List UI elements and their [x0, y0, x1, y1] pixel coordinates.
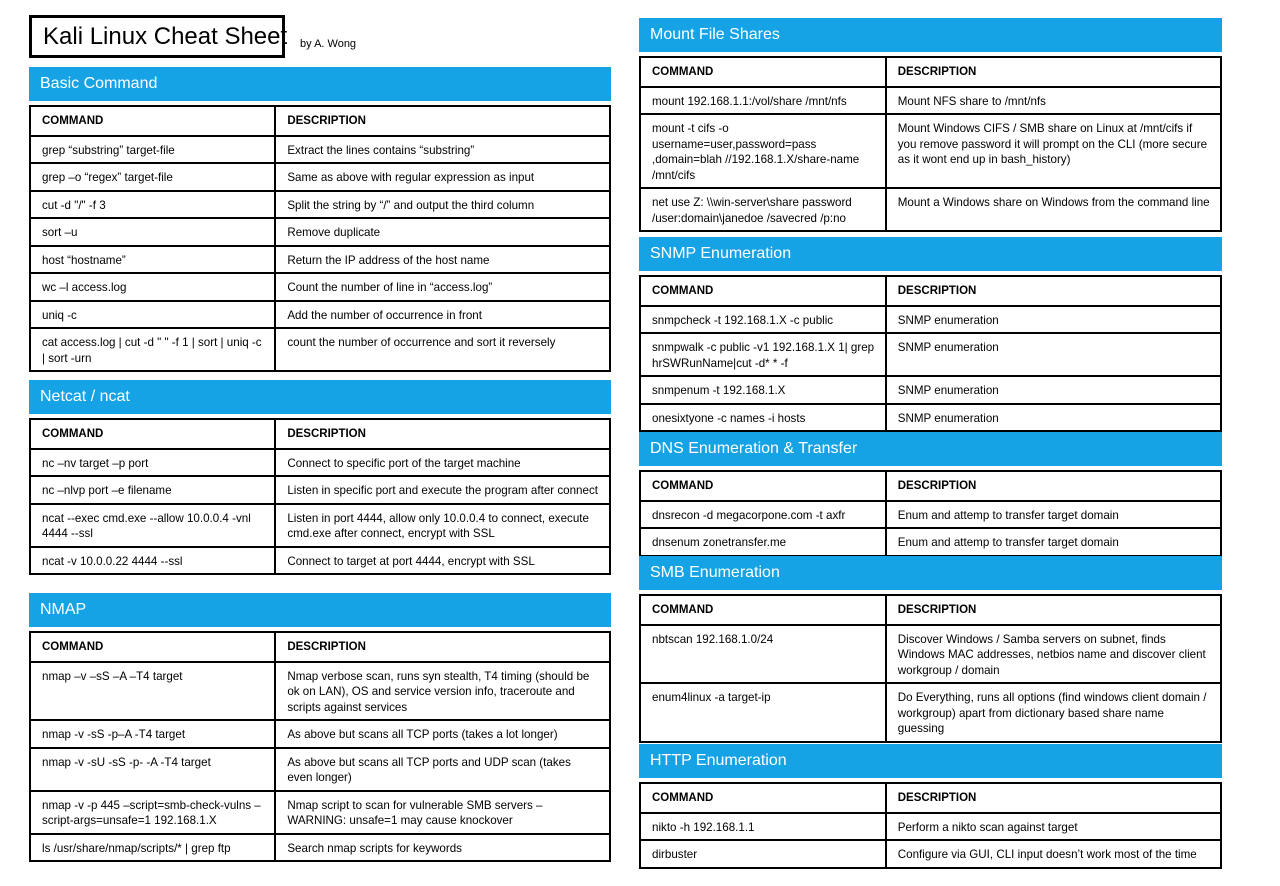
- command-table: [639, 56, 1222, 232]
- table-row: [640, 376, 1221, 404]
- column-header-description: DESCRIPTION: [886, 276, 1221, 306]
- command-cell: mount 192.168.1.1:/vol/share /mnt/nfs: [640, 87, 886, 115]
- table-header-row: [640, 471, 1221, 501]
- description-cell: Discover Windows / Samba servers on subnet, finds Windows MAC addresses, netbios name and discover client workgroup / domain: [886, 625, 1221, 684]
- description-cell: SNMP enumeration: [886, 306, 1221, 334]
- page-title: Kali Linux Cheat Sheet: [29, 15, 285, 58]
- table-row: [640, 683, 1221, 742]
- command-cell: uniq -c: [30, 301, 275, 329]
- section-header: NMAP: [29, 593, 611, 627]
- command-table: [29, 105, 611, 372]
- section-smb-enumeration: [639, 556, 1222, 743]
- table-row: [640, 528, 1221, 556]
- description-cell: Mount NFS share to /mnt/nfs: [886, 87, 1221, 115]
- author-byline: by A. Wong: [300, 38, 357, 50]
- table-row: [640, 188, 1221, 231]
- table-row: [30, 791, 610, 834]
- command-table: [639, 470, 1222, 557]
- command-cell: host “hostname”: [30, 246, 275, 274]
- section-header: Netcat / ncat: [29, 380, 611, 414]
- table-row: [640, 501, 1221, 529]
- table-row: [640, 813, 1221, 841]
- table-row: [30, 720, 610, 748]
- command-cell: enum4linux -a target-ip: [640, 683, 886, 742]
- description-cell: Connect to specific port of the target machine: [275, 449, 610, 477]
- description-cell: SNMP enumeration: [886, 376, 1221, 404]
- table-header-row: [640, 57, 1221, 87]
- description-cell: Mount a Windows share on Windows from the command line: [886, 188, 1221, 231]
- column-header-command: COMMAND: [30, 419, 275, 449]
- description-cell: Nmap script to scan for vulnerable SMB servers – WARNING: unsafe=1 may cause knockover: [275, 791, 610, 834]
- command-table: [29, 418, 611, 575]
- description-cell: Add the number of occurrence in front: [275, 301, 610, 329]
- description-cell: As above but scans all TCP ports and UDP scan (takes even longer): [275, 748, 610, 791]
- table-row: [30, 476, 610, 504]
- description-cell: Connect to target at port 4444, encrypt with SSL: [275, 547, 610, 575]
- column-header-command: COMMAND: [640, 471, 886, 501]
- command-cell: nmap -v -p 445 –script=smb-check-vulns –script-args=unsafe=1 192.168.1.X: [30, 791, 275, 834]
- description-cell: Configure via GUI, CLI input doesn’t work most of the time: [886, 840, 1221, 868]
- column-header-description: DESCRIPTION: [886, 471, 1221, 501]
- table-row: [30, 504, 610, 547]
- description-cell: Listen in port 4444, allow only 10.0.0.4 to connect, execute cmd.exe after connect, encrypt with SSL: [275, 504, 610, 547]
- command-cell: snmpenum -t 192.168.1.X: [640, 376, 886, 404]
- column-header-description: DESCRIPTION: [275, 106, 610, 136]
- command-cell: snmpcheck -t 192.168.1.X -c public: [640, 306, 886, 334]
- table-row: [30, 301, 610, 329]
- section-header: Mount File Shares: [639, 18, 1222, 52]
- section-header: HTTP Enumeration: [639, 744, 1222, 778]
- section-header: Basic Command: [29, 67, 611, 101]
- column-header-command: COMMAND: [30, 632, 275, 662]
- command-cell: nmap -v -sU -sS -p- -A -T4 target: [30, 748, 275, 791]
- table-row: [640, 404, 1221, 432]
- description-cell: Remove duplicate: [275, 218, 610, 246]
- command-table: [639, 782, 1222, 869]
- command-cell: nbtscan 192.168.1.0/24: [640, 625, 886, 684]
- section-netcat: [29, 380, 611, 575]
- table-row: [640, 114, 1221, 188]
- table-row: [30, 246, 610, 274]
- description-cell: Nmap verbose scan, runs syn stealth, T4 timing (should be ok on LAN), OS and service version info, traceroute and scripts against services: [275, 662, 610, 721]
- column-header-command: COMMAND: [640, 595, 886, 625]
- command-cell: snmpwalk -c public -v1 192.168.1.X 1| grep hrSWRunName|cut -d* * -f: [640, 333, 886, 376]
- table-row: [30, 191, 610, 219]
- section-dns-enumeration: [639, 432, 1222, 557]
- command-cell: dirbuster: [640, 840, 886, 868]
- column-header-description: DESCRIPTION: [886, 783, 1221, 813]
- command-cell: ncat --exec cmd.exe --allow 10.0.0.4 -vnl 4444 --ssl: [30, 504, 275, 547]
- description-cell: Return the IP address of the host name: [275, 246, 610, 274]
- description-cell: Do Everything, runs all options (find windows client domain / workgroup) apart from dictionary based share name guessing: [886, 683, 1221, 742]
- section-nmap: [29, 593, 611, 862]
- description-cell: SNMP enumeration: [886, 333, 1221, 376]
- table-row: [30, 449, 610, 477]
- column-header-command: COMMAND: [640, 276, 886, 306]
- table-row: [30, 218, 610, 246]
- table-row: [30, 662, 610, 721]
- command-cell: nmap -v -sS -p–A -T4 target: [30, 720, 275, 748]
- command-cell: dnsrecon -d megacorpone.com -t axfr: [640, 501, 886, 529]
- column-header-command: COMMAND: [30, 106, 275, 136]
- command-cell: ls /usr/share/nmap/scripts/* | grep ftp: [30, 834, 275, 862]
- description-cell: Extract the lines contains “substring”: [275, 136, 610, 164]
- description-cell: Search nmap scripts for keywords: [275, 834, 610, 862]
- description-cell: Enum and attemp to transfer target domain: [886, 528, 1221, 556]
- table-header-row: [30, 106, 610, 136]
- command-cell: nc –nv target –p port: [30, 449, 275, 477]
- command-cell: net use Z: \\win-server\share password /user:domain\janedoe /savecred /p:no: [640, 188, 886, 231]
- command-cell: nc –nlvp port –e filename: [30, 476, 275, 504]
- command-cell: cut -d "/" -f 3: [30, 191, 275, 219]
- table-row: [30, 273, 610, 301]
- table-row: [30, 748, 610, 791]
- table-row: [640, 306, 1221, 334]
- table-row: [640, 840, 1221, 868]
- table-row: [640, 625, 1221, 684]
- column-header-command: COMMAND: [640, 57, 886, 87]
- column-header-description: DESCRIPTION: [275, 419, 610, 449]
- column-header-description: DESCRIPTION: [886, 57, 1221, 87]
- command-cell: grep “substring” target-file: [30, 136, 275, 164]
- description-cell: Mount Windows CIFS / SMB share on Linux at /mnt/cifs if you remove password it will prompt on the CLI (more secure as it wont end up in bash_history): [886, 114, 1221, 188]
- section-basic-command: [29, 67, 611, 372]
- table-header-row: [640, 783, 1221, 813]
- command-table: [639, 275, 1222, 432]
- section-header: SMB Enumeration: [639, 556, 1222, 590]
- section-header: SNMP Enumeration: [639, 237, 1222, 271]
- column-header-description: DESCRIPTION: [275, 632, 610, 662]
- table-row: [30, 547, 610, 575]
- table-header-row: [30, 632, 610, 662]
- command-cell: grep –o “regex” target-file: [30, 163, 275, 191]
- description-cell: Enum and attemp to transfer target domain: [886, 501, 1221, 529]
- description-cell: Listen in specific port and execute the program after connect: [275, 476, 610, 504]
- table-row: [640, 333, 1221, 376]
- column-header-description: DESCRIPTION: [886, 595, 1221, 625]
- command-cell: sort –u: [30, 218, 275, 246]
- table-row: [30, 834, 610, 862]
- description-cell: Split the string by “/” and output the third column: [275, 191, 610, 219]
- section-mount-file-shares: [639, 18, 1222, 232]
- command-cell: mount -t cifs -o username=user,password=pass ,domain=blah //192.168.1.X/share-name /mnt/cifs: [640, 114, 886, 188]
- description-cell: SNMP enumeration: [886, 404, 1221, 432]
- table-header-row: [30, 419, 610, 449]
- table-row: [30, 328, 610, 371]
- command-table: [639, 594, 1222, 743]
- section-header: DNS Enumeration & Transfer: [639, 432, 1222, 466]
- column-header-command: COMMAND: [640, 783, 886, 813]
- table-header-row: [640, 276, 1221, 306]
- command-cell: wc –l access.log: [30, 273, 275, 301]
- section-snmp-enumeration: [639, 237, 1222, 432]
- description-cell: count the number of occurrence and sort it reversely: [275, 328, 610, 371]
- table-row: [30, 163, 610, 191]
- command-cell: cat access.log | cut -d " " -f 1 | sort | uniq -c | sort -urn: [30, 328, 275, 371]
- description-cell: As above but scans all TCP ports (takes a lot longer): [275, 720, 610, 748]
- description-cell: Perform a nikto scan against target: [886, 813, 1221, 841]
- section-http-enumeration: [639, 744, 1222, 869]
- command-cell: onesixtyone -c names -i hosts: [640, 404, 886, 432]
- description-cell: Same as above with regular expression as input: [275, 163, 610, 191]
- table-row: [30, 136, 610, 164]
- table-row: [640, 87, 1221, 115]
- description-cell: Count the number of line in “access.log”: [275, 273, 610, 301]
- command-cell: dnsenum zonetransfer.me: [640, 528, 886, 556]
- command-cell: ncat -v 10.0.0.22 4444 --ssl: [30, 547, 275, 575]
- command-table: [29, 631, 611, 862]
- command-cell: nikto -h 192.168.1.1: [640, 813, 886, 841]
- table-header-row: [640, 595, 1221, 625]
- command-cell: nmap –v –sS –A –T4 target: [30, 662, 275, 721]
